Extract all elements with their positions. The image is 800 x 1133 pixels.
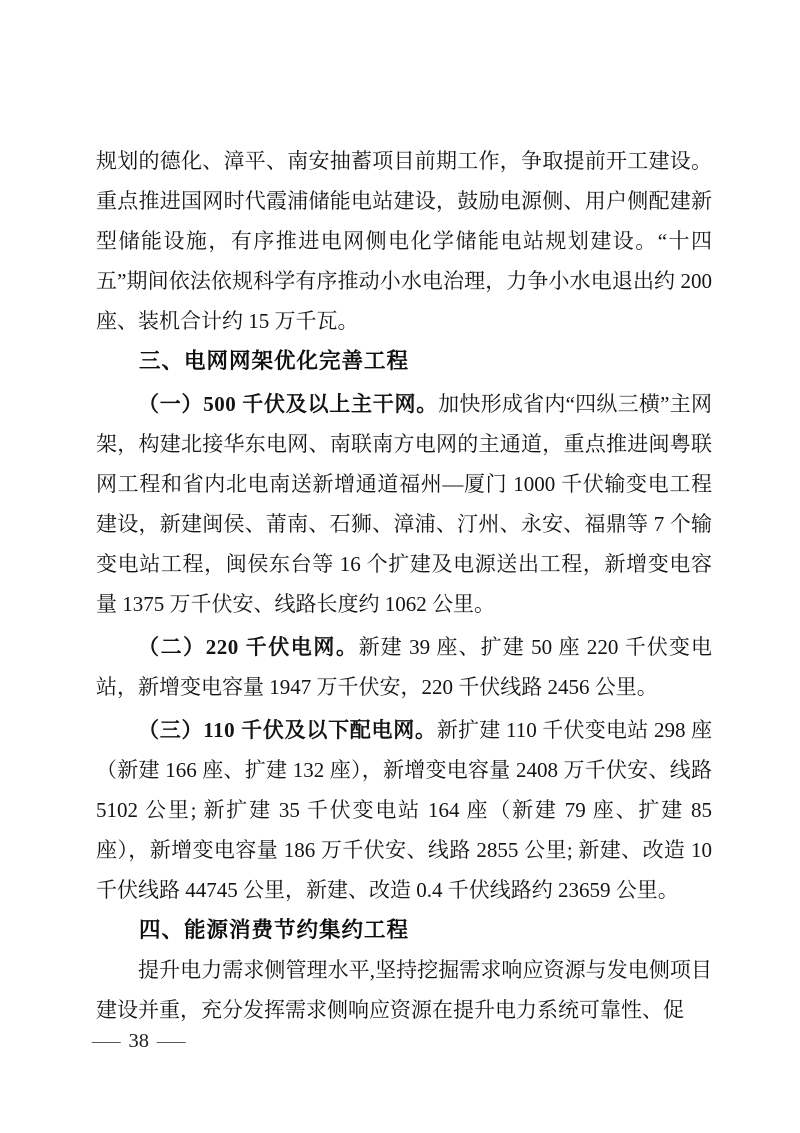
item-1-lead: （一）500 千伏及以上主干网。 [138, 392, 439, 416]
item-2-text: 新建 39 座、扩建 50 座 220 千伏变电站，新增变电容量 1947 万千伏安，220 千伏线路 2456 公里。 [96, 635, 713, 699]
paragraph-item-1 [96, 384, 712, 624]
paragraph-item-2 [96, 627, 712, 707]
document-text-block [96, 141, 712, 1030]
page-number-dash-left: — [91, 1030, 121, 1052]
item-1-text: 加快形成省内“四纵三横”主网架，构建北接华东电网、南联南方电网的主通道，重点推进闽粤联网工程和省内北电南送新增通道福州—厦门 1000 千伏输变电工程建设，新建闽侯、莆南、石狮、漳浦、汀州、永安、福鼎等 7 个输变电站工程，闽侯东台等 16 个扩建及电源送出工程，新增变电容量 1375 万千伏安、线路长度约 1062 公里。 [96, 392, 713, 616]
page-number-value: 38 [128, 1030, 149, 1052]
page-number [91, 1026, 186, 1056]
section-heading-4: 四、能源消费节约集约工程 [139, 918, 410, 942]
page-number-dash-right: — [156, 1030, 186, 1052]
item-3-lead: （三）110 千伏及以下配电网。 [138, 718, 437, 742]
item-3-text: 新扩建 110 千伏变电站 298 座（新建 166 座、扩建 132 座），新增变电容量 2408 万千伏安、线路 5102 公里; 新扩建 35 千伏变电站 164 座（新建 79 座、扩建 85 座），新增变电容量 186 万千伏安、线路 2855 公里; 新建、改造 10 千伏线路 44745 公里，新建、改造 0.4 千伏线路约 23659 公里。 [96, 718, 712, 902]
paragraph-item-3 [96, 710, 712, 910]
paragraph-carryover: 规划的德化、漳平、南安抽蓄项目前期工作，争取提前开工建设。重点推进国网时代霞浦储能电站建设，鼓励电源侧、用户侧配建新型储能设施，有序推进电网侧电化学储能电站规划建设。“十四五”期间依法依规科学有序推动小水电治理，力争小水电退出约 200 座、装机合计约 15 万千瓦。 [96, 149, 712, 333]
item-2-lead: （二）220 千伏电网。 [138, 635, 359, 659]
section-heading-3: 三、电网网架优化完善工程 [139, 349, 410, 373]
paragraph-section-4: 提升电力需求侧管理水平,坚持挖掘需求响应资源与发电侧项目建设并重，充分发挥需求侧响应资源在提升电力系统可靠性、促 [96, 958, 712, 1022]
